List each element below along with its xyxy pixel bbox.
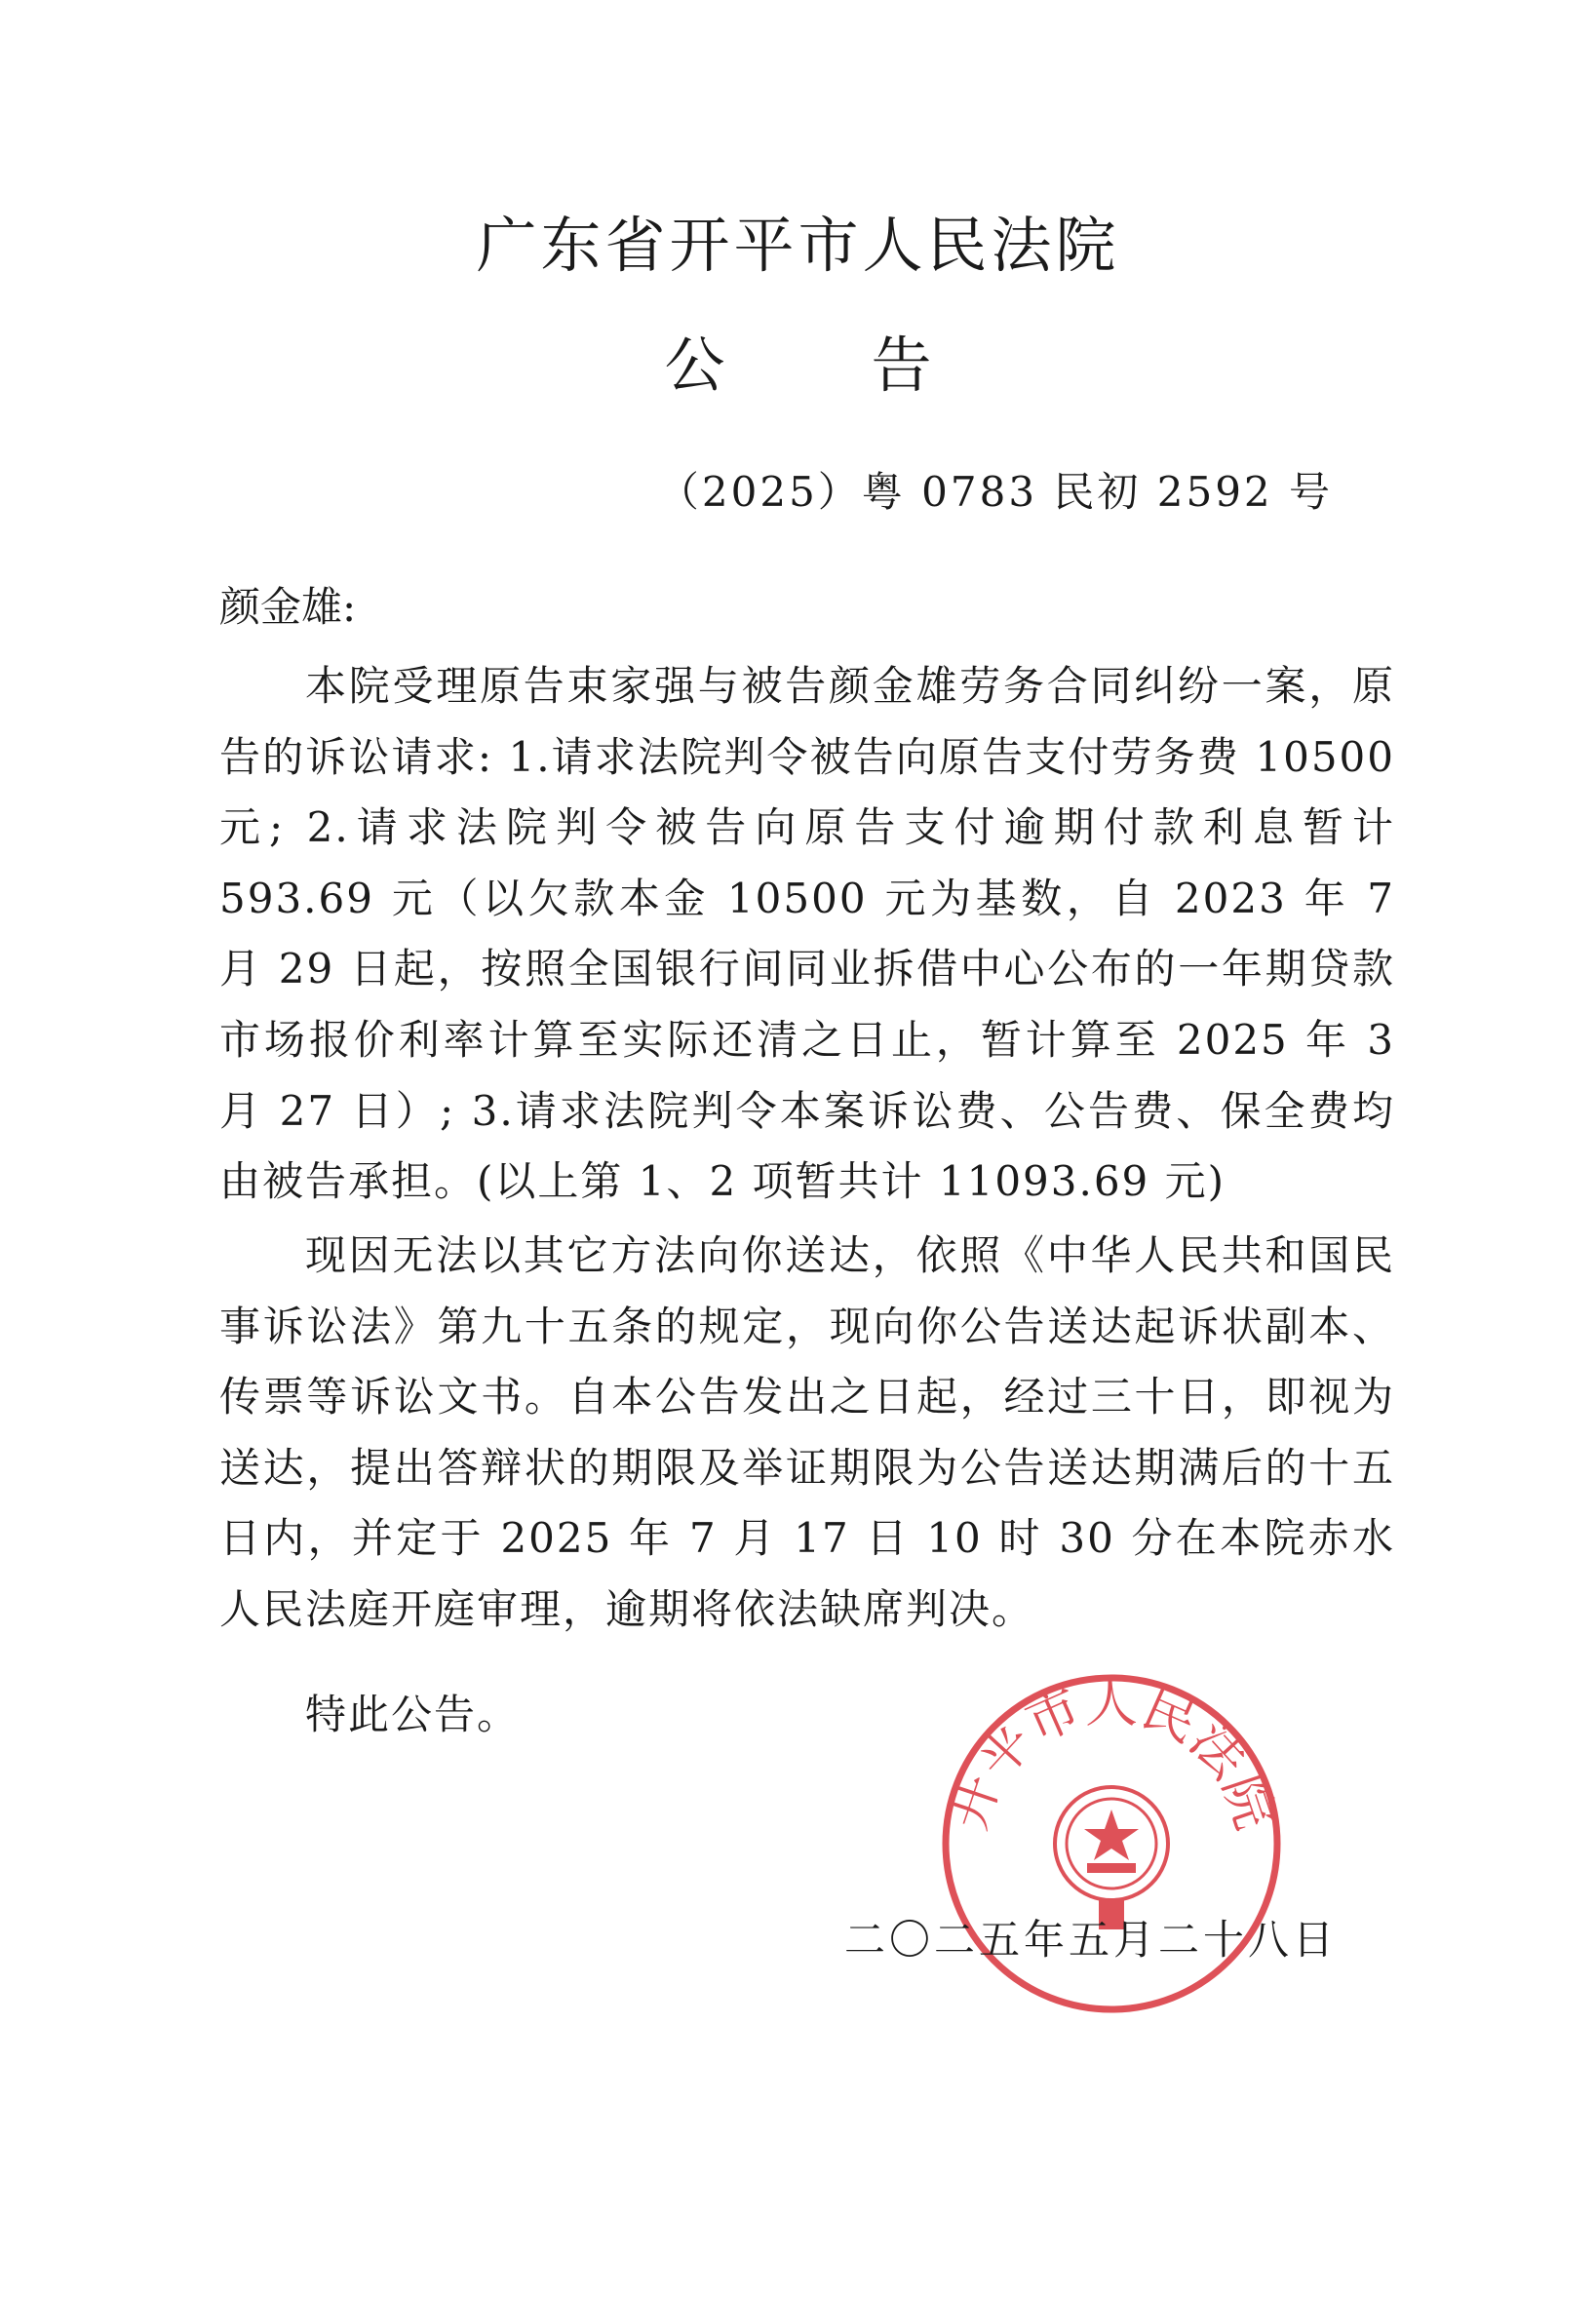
closing-paragraph: 特此公告。 — [305, 1691, 521, 1738]
issue-date: 二〇二五年五月二十八日 — [843, 1916, 1338, 1964]
addressee: 颜金雄: — [219, 583, 357, 631]
notice-title: 公告 — [664, 330, 1078, 401]
seal-arc-textpath: 开平市人民法院 — [936, 1672, 1287, 1837]
service-paragraph: 现因无法以其它方法向你送达，依照《中华人民共和国民事诉讼法》第九十五条的规定，现向你公告送达起诉状副本、传票等诉讼文书。自本公告发出之日起，经过三十日，即视为送达，提出答辩状的期限及举证期限为公告送达期满后的十五日内，并定于 2025 年 7 月 17 日 10 时 30 分在本院赤水人民法庭开庭审理，逾期将依法缺席判决。 — [219, 1231, 1395, 1633]
claims-paragraph: 本院受理原告束家强与被告颜金雄劳务合同纠纷一案，原告的诉讼请求: 1.请求法院判令被告向原告支付劳务费 10500 元; 2.请求法院判令被告向原告支付逾期付款利息暂计 593.69 元（以欠款本金 10500 元为基数，自 2023 年 7 月 29 日起，按照全国银行间同业拆借中心公布的一年期贷款市场报价利率计算至实际还清之日止，暂计算至 2025 年 3 月 27 日）; 3.请求法院判令本案诉讼费、公告费、保全费均由被告承担。(以上第 1、2 项暂共计 11093.69 元) — [219, 662, 1395, 1206]
court-name: 广东省开平市人民法院 — [476, 210, 1120, 281]
case-number: （2025）粤 0783 民初 2592 号 — [657, 468, 1333, 516]
